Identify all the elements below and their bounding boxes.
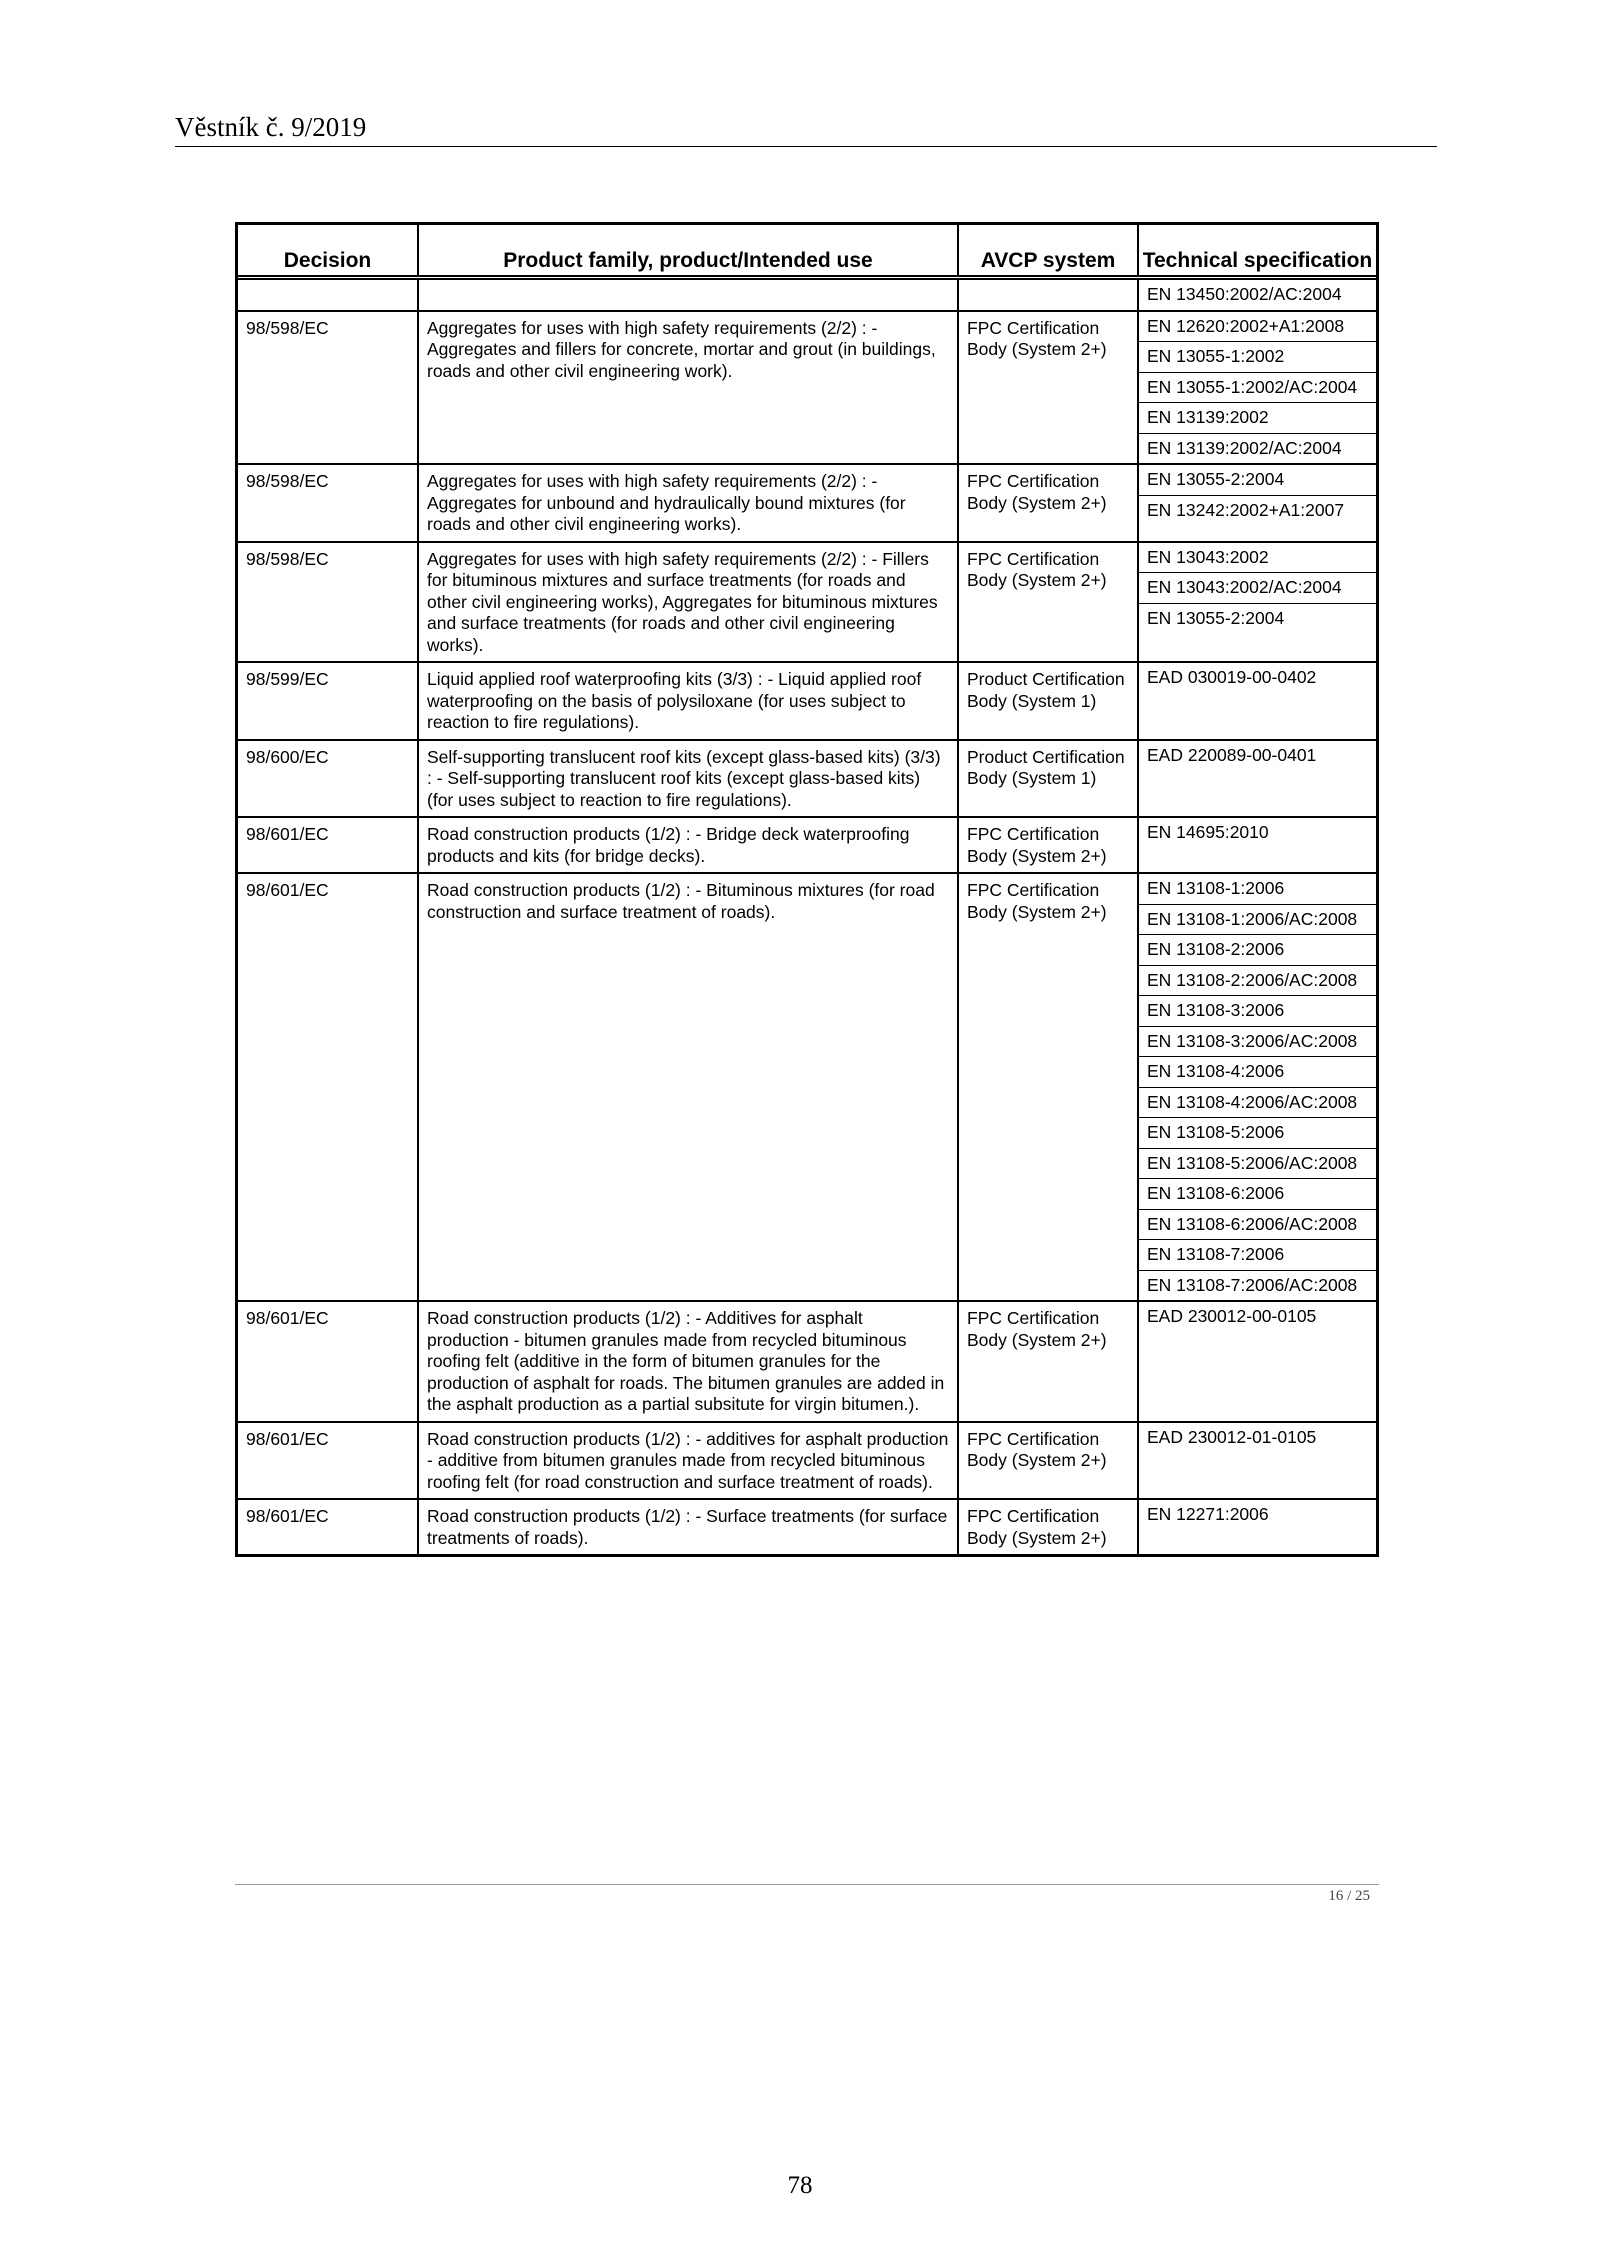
product-cell: Aggregates for uses with high safety requirements (2/2) : - Aggregates for unbound and hydraulically bound mixtures (for roads and other civil engineering works). [418, 464, 958, 542]
specification-item: EN 13108-1:2006/AC:2008 [1139, 904, 1376, 935]
avcp-cell: Product Certification Body (System 1) [958, 662, 1138, 740]
avcp-cell: FPC Certification Body (System 2+) [958, 311, 1138, 465]
specification-cell [1138, 464, 1376, 542]
specification-item: EAD 220089-00-0401 [1147, 744, 1317, 765]
table-row [238, 1301, 1376, 1422]
specification-item: EN 13108-1:2006 [1147, 878, 1285, 898]
table-row [238, 1422, 1376, 1500]
specification-item: EN 12271:2006 [1147, 1504, 1269, 1524]
product-cell: Aggregates for uses with high safety requirements (2/2) : - Fillers for bituminous mixtures and surface treatments (for roads and other civil engineering works), Aggregates for bituminous mixtures and surface treatments (for roads and other civil engineering works). [418, 542, 958, 663]
specification-item: EN 13108-7:2006 [1139, 1239, 1376, 1270]
specification-cell [1138, 311, 1376, 465]
product-cell: Road construction products (1/2) : - Surface treatments (for surface treatments of roads). [418, 1499, 958, 1554]
specification-cell [1138, 278, 1376, 311]
specification-item: EN 13108-4:2006/AC:2008 [1139, 1087, 1376, 1118]
decision-cell: 98/600/EC [238, 740, 418, 818]
specification-item: EN 12620:2002+A1:2008 [1147, 315, 1345, 336]
specification-item: EN 13055-1:2002 [1139, 341, 1376, 372]
header-divider [175, 146, 1437, 147]
certification-table [235, 222, 1379, 1557]
product-cell: Road construction products (1/2) : - Bridge deck waterproofing products and kits (for bridge decks). [418, 817, 958, 873]
specification-item: EN 13108-6:2006/AC:2008 [1139, 1209, 1376, 1240]
decision-cell: 98/599/EC [238, 662, 418, 740]
table-row [238, 1499, 1376, 1554]
decision-cell [238, 278, 418, 311]
specification-item: EN 13108-7:2006/AC:2008 [1139, 1270, 1376, 1301]
decision-cell: 98/601/EC [238, 1301, 418, 1422]
decision-cell: 98/601/EC [238, 1499, 418, 1554]
avcp-cell: FPC Certification Body (System 2+) [958, 1499, 1138, 1554]
specification-item: EN 13108-5:2006 [1139, 1117, 1376, 1148]
avcp-cell: FPC Certification Body (System 2+) [958, 1301, 1138, 1422]
specification-cell [1138, 662, 1376, 740]
specification-item: EN 13108-2:2006/AC:2008 [1139, 965, 1376, 996]
specification-cell [1138, 1499, 1376, 1554]
specification-item: EN 13108-3:2006/AC:2008 [1139, 1026, 1376, 1057]
specification-item: EN 13108-6:2006 [1139, 1178, 1376, 1209]
decision-cell: 98/601/EC [238, 817, 418, 873]
table-header-row [238, 225, 1376, 278]
product-cell [418, 278, 958, 311]
avcp-cell: FPC Certification Body (System 2+) [958, 464, 1138, 542]
specification-cell [1138, 1301, 1376, 1422]
journal-title: Věstník č. 9/2019 [175, 112, 367, 142]
specification-item: EN 13055-2:2004 [1147, 469, 1285, 489]
page-number: 78 [787, 2172, 813, 2199]
avcp-cell: FPC Certification Body (System 2+) [958, 817, 1138, 873]
specification-cell [1138, 1422, 1376, 1500]
avcp-cell [958, 278, 1138, 311]
specification-cell [1138, 740, 1376, 818]
specification-item: EAD 230012-00-0105 [1147, 1306, 1317, 1326]
table-row [238, 311, 1376, 465]
specification-item: EN 13055-1:2002/AC:2004 [1139, 372, 1376, 403]
decision-cell: 98/601/EC [238, 1422, 418, 1500]
specification-item: EAD 230012-01-0105 [1147, 1426, 1317, 1447]
column-header-product: Product family, product/Intended use [418, 225, 958, 278]
decision-cell: 98/598/EC [238, 542, 418, 663]
specification-item: EN 13043:2002/AC:2004 [1139, 572, 1376, 603]
specification-item: EN 13242:2002+A1:2007 [1139, 495, 1376, 526]
specification-cell [1138, 873, 1376, 1301]
specification-item: EN 14695:2010 [1147, 822, 1269, 842]
product-cell: Liquid applied roof waterproofing kits (3/3) : - Liquid applied roof waterproofing on the basis of polysiloxane (for uses subject to reaction to fire regulations). [418, 662, 958, 740]
table-row [238, 464, 1376, 542]
decision-cell: 98/598/EC [238, 464, 418, 542]
product-cell: Aggregates for uses with high safety requirements (2/2) : - Aggregates and fillers for concrete, mortar and grout (in buildings, roads and other civil engineering work). [418, 311, 958, 465]
specification-item: EN 13450:2002/AC:2004 [1147, 284, 1342, 304]
specification-cell [1138, 542, 1376, 663]
column-header-specification: Technical specification [1138, 225, 1376, 278]
specification-item: EN 13043:2002 [1147, 546, 1269, 567]
table-row [238, 817, 1376, 873]
avcp-cell: FPC Certification Body (System 2+) [958, 873, 1138, 1301]
specification-item: EN 13139:2002 [1139, 402, 1376, 433]
table-row [238, 740, 1376, 818]
column-header-avcp: AVCP system [958, 225, 1138, 278]
product-cell: Road construction products (1/2) : - Additives for asphalt production - bitumen granules made from recycled bituminous roofing felt (additive in the form of bitumen granules for the production of asphalt for roads. The bitumen granules are added in the asphalt production as a partial subsitute for virgin bitumen.). [418, 1301, 958, 1422]
table-row [238, 662, 1376, 740]
product-cell: Self-supporting translucent roof kits (except glass-based kits) (3/3) : - Self-supporting translucent roof kits (except glass-based kits) (for uses subject to reaction to fire regulations). [418, 740, 958, 818]
decision-cell: 98/601/EC [238, 873, 418, 1301]
specification-item: EAD 030019-00-0402 [1147, 667, 1317, 687]
table-row [238, 873, 1376, 1301]
specification-item: EN 13108-3:2006 [1139, 995, 1376, 1026]
footer-divider [235, 1884, 1379, 1885]
specification-item: EN 13139:2002/AC:2004 [1139, 433, 1376, 464]
avcp-cell: Product Certification Body (System 1) [958, 740, 1138, 818]
specification-item: EN 13055-2:2004 [1139, 603, 1376, 634]
section-page-indicator: 16 / 25 [1328, 1888, 1370, 1904]
decision-cell: 98/598/EC [238, 311, 418, 465]
table-row [238, 278, 1376, 311]
table-row [238, 542, 1376, 663]
column-header-decision: Decision [238, 225, 418, 278]
avcp-cell: FPC Certification Body (System 2+) [958, 1422, 1138, 1500]
specification-item: EN 13108-5:2006/AC:2008 [1139, 1148, 1376, 1179]
specification-item: EN 13108-4:2006 [1139, 1056, 1376, 1087]
specification-item: EN 13108-2:2006 [1139, 934, 1376, 965]
avcp-cell: FPC Certification Body (System 2+) [958, 542, 1138, 663]
product-cell: Road construction products (1/2) : - Bituminous mixtures (for road construction and surface treatment of roads). [418, 873, 958, 1301]
product-cell: Road construction products (1/2) : - additives for asphalt production - additive from bitumen granules made from recycled bituminous roofing felt (for road construction and surface treatment of roads). [418, 1422, 958, 1500]
specification-cell [1138, 817, 1376, 873]
